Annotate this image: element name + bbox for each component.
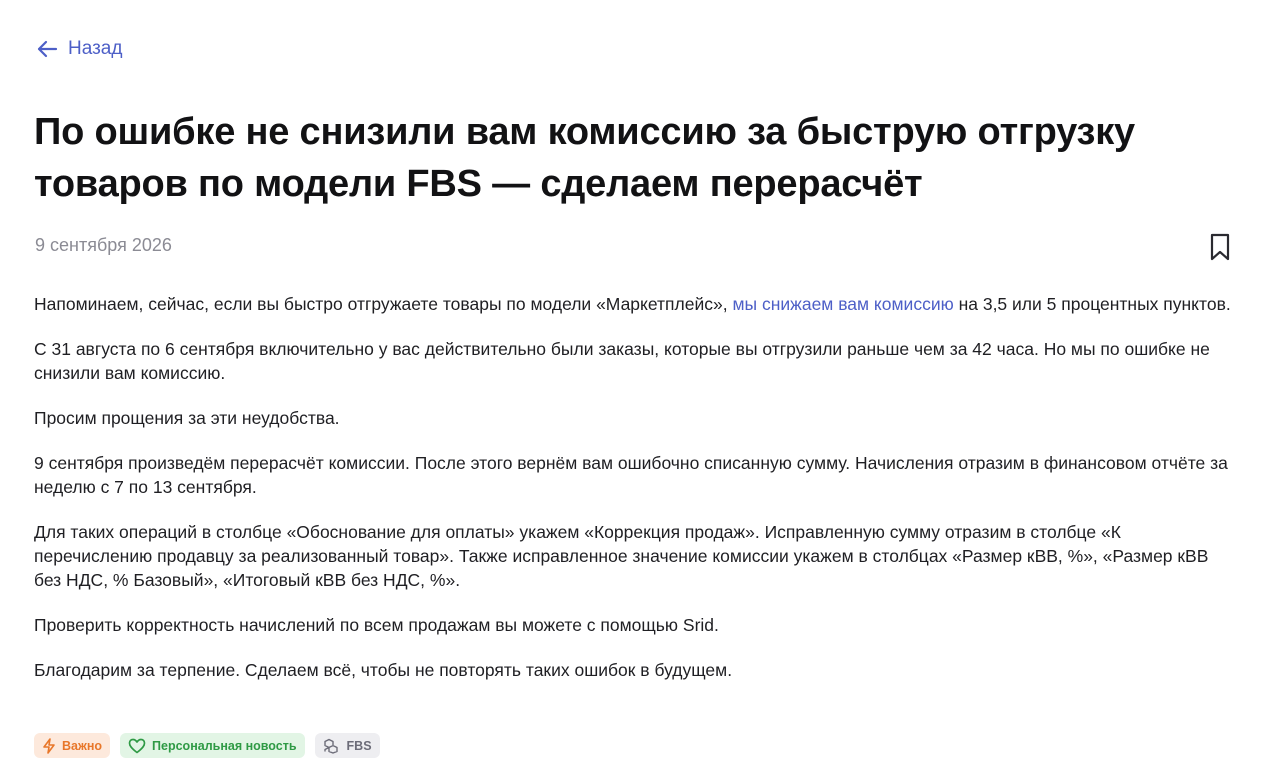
tag-important-label: Важно xyxy=(62,738,103,753)
bookmark-icon xyxy=(1207,232,1233,262)
back-label: Назад xyxy=(68,38,123,59)
paragraph-1-start: Напоминаем, сейчас, если вы быстро отгружаете товары по модели «Маркетплейс», xyxy=(34,294,733,314)
commission-reduction-link[interactable]: мы снижаем вам комиссию xyxy=(732,294,954,314)
publish-date: 9 сентября 2026 xyxy=(35,235,172,255)
tag-personal-news-label: Персональная новость xyxy=(152,738,297,753)
paragraph-5: Для таких операций в столбце «Обоснование для оплаты» укажем «Коррекция продаж». Исправленную сумму отразим в столбце «К перечислению продавцу за реализованный товар». Также исправленное значение комиссии укажем в столбцах «Размер кВВ, %», «Размер кВВ без НДС, % Базовый», «Итоговый кВВ без НДС, %». xyxy=(34,522,1209,590)
lightning-icon xyxy=(42,738,56,754)
paragraph-1-end: на 3,5 или 5 процентных пунктов. xyxy=(953,294,1231,314)
back-link[interactable] xyxy=(36,38,122,60)
paragraph-7: Благодарим за терпение. Сделаем всё, чтобы не повторять таких ошибок в будущем. xyxy=(34,660,733,680)
tag-fbs[interactable] xyxy=(315,733,380,758)
paragraph-6: Проверить корректность начислений по всем продажам вы можете с помощью Srid. xyxy=(34,615,719,635)
bookmark-button[interactable] xyxy=(1207,232,1233,262)
tag-list xyxy=(34,733,380,758)
boxes-icon xyxy=(323,738,341,754)
article-body xyxy=(34,292,1240,703)
arrow-left-icon xyxy=(36,40,58,58)
tag-important[interactable] xyxy=(34,733,110,758)
tag-fbs-label: FBS xyxy=(346,738,372,753)
paragraph-2: С 31 августа по 6 сентября включительно у вас действительно были заказы, которые вы отгрузили раньше чем за 42 часа. Но мы по ошибке не снизили вам комиссию. xyxy=(34,339,1210,383)
paragraph-3: Просим прощения за эти неудобства. xyxy=(34,408,340,428)
paragraph-4: 9 сентября произведём перерасчёт комиссии. После этого вернём вам ошибочно списанную сумму. Начисления отразим в финансовом отчёте за неделю с 7 по 13 сентября. xyxy=(34,453,1228,497)
tag-personal-news[interactable] xyxy=(120,733,305,758)
page-title: По ошибке не снизили вам комиссию за быструю отгрузку товаров по модели FBS — сделаем перерасчёт xyxy=(34,111,1135,205)
paragraph-1 xyxy=(34,292,1240,316)
heart-icon xyxy=(128,738,146,754)
